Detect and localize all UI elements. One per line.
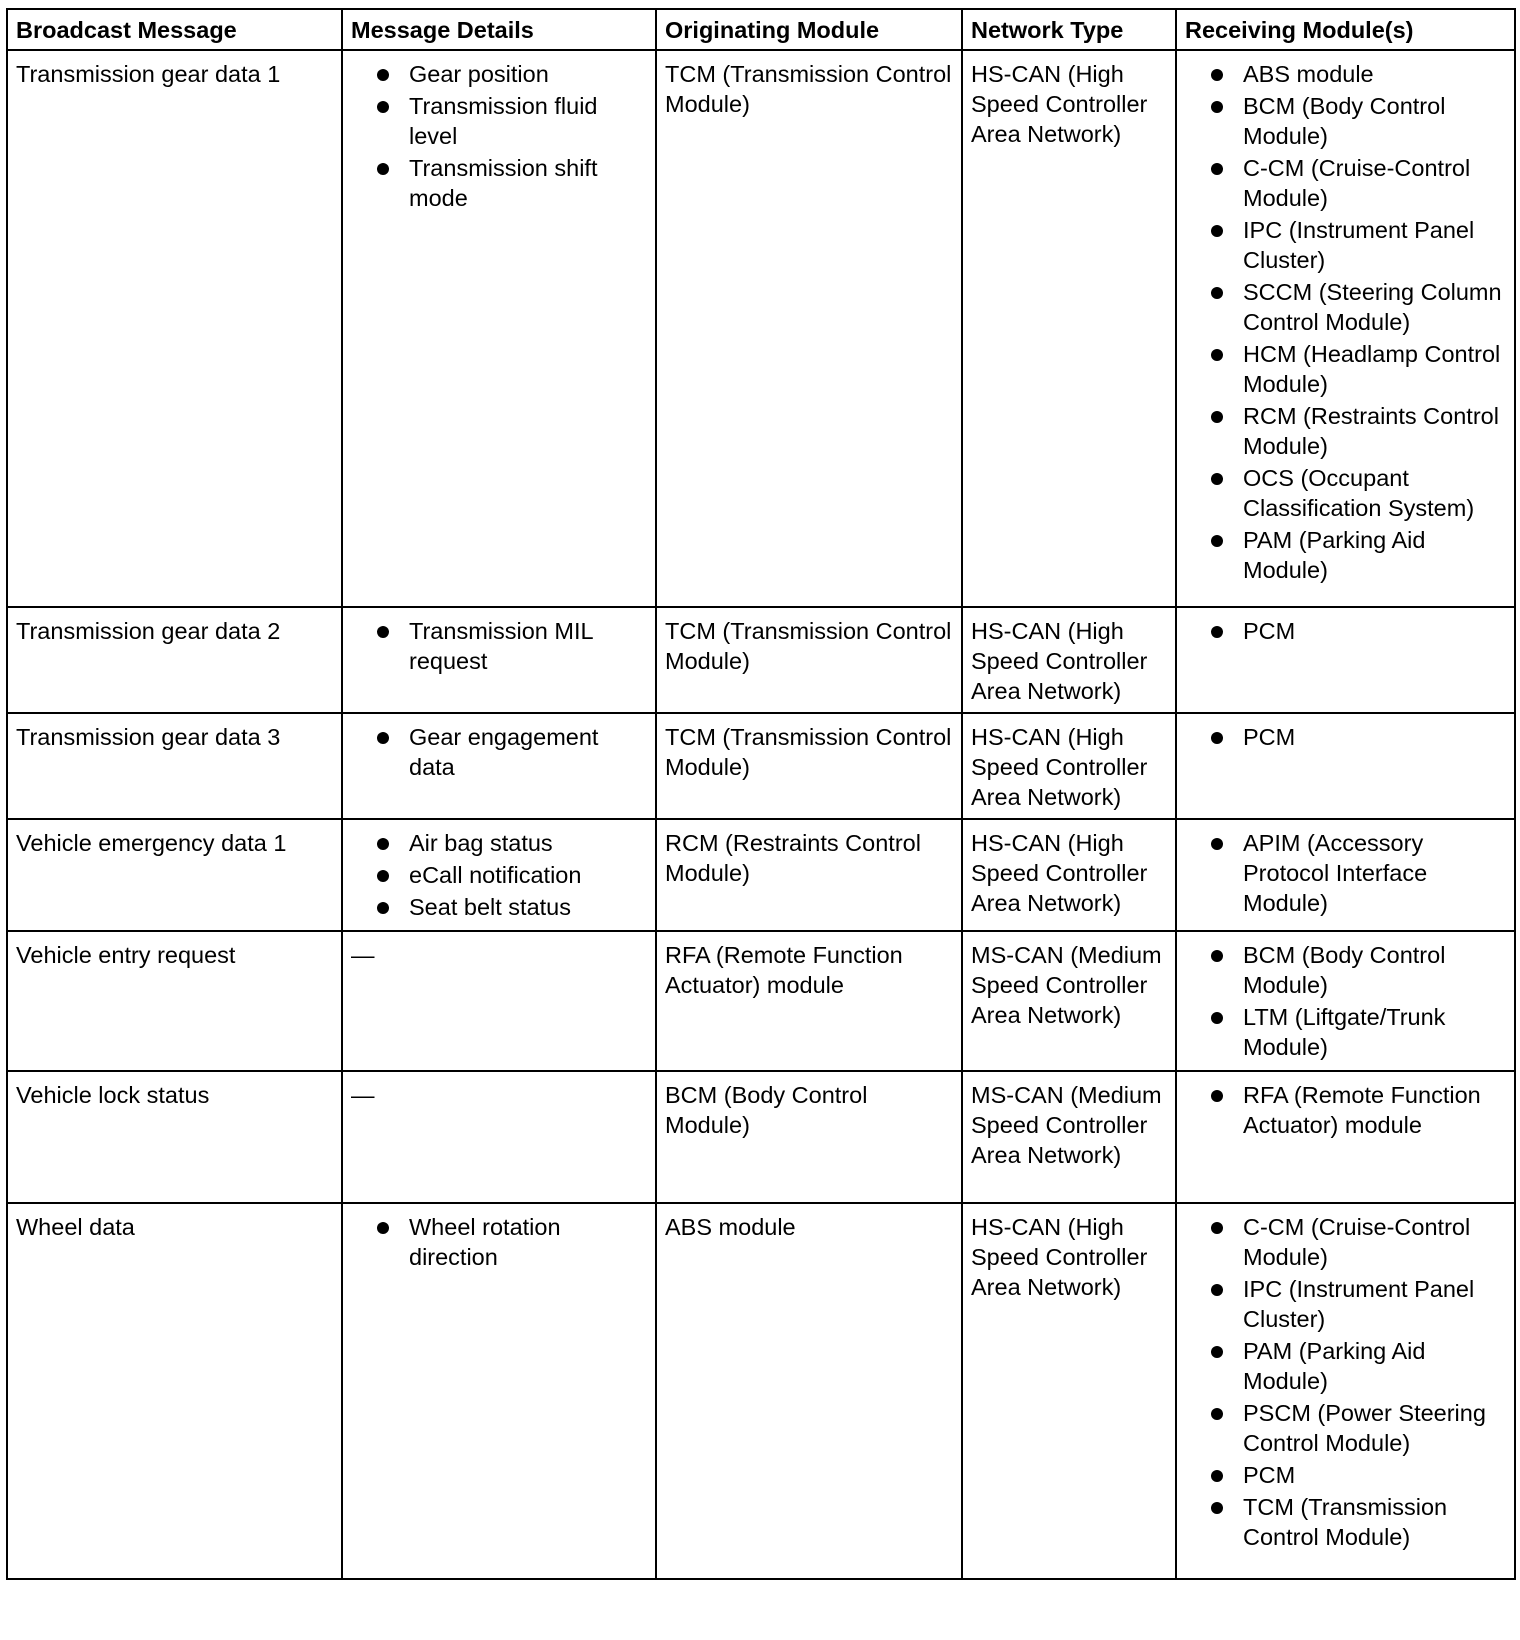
- receiver-item: LTM (Liftgate/Trunk Module): [1185, 1002, 1506, 1062]
- table-row: [7, 50, 1515, 607]
- empty-dash: —: [351, 1082, 375, 1108]
- empty-dash: —: [351, 942, 375, 968]
- detail-item: Transmission fluid level: [351, 91, 647, 151]
- message-details-cell: [342, 607, 656, 713]
- header-broadcast-message: Broadcast Message: [7, 9, 342, 50]
- receiving-modules-cell: [1176, 1203, 1515, 1579]
- broadcast-message-table: [6, 8, 1516, 1580]
- receiver-item: TCM (Transmission Control Module): [1185, 1492, 1506, 1552]
- broadcast-message-cell: Vehicle emergency data 1: [7, 819, 342, 931]
- receiver-item: C-CM (Cruise-Control Module): [1185, 153, 1506, 213]
- header-network-type: Network Type: [962, 9, 1176, 50]
- receiver-item: RCM (Restraints Control Module): [1185, 401, 1506, 461]
- receiver-item-list: [1185, 1080, 1506, 1140]
- receiver-item: BCM (Body Control Module): [1185, 91, 1506, 151]
- receiver-item-list: [1185, 616, 1506, 646]
- broadcast-message-cell: Transmission gear data 3: [7, 713, 342, 819]
- receiver-item: SCCM (Steering Column Control Module): [1185, 277, 1506, 337]
- originating-module-cell: BCM (Body Control Module): [656, 1071, 962, 1203]
- message-details-cell: [342, 931, 656, 1071]
- network-type-cell: MS-CAN (Medium Speed Controller Area Network): [962, 1071, 1176, 1203]
- header-receiving-modules: Receiving Module(s): [1176, 9, 1515, 50]
- receiving-modules-cell: [1176, 931, 1515, 1071]
- broadcast-message-cell: Vehicle lock status: [7, 1071, 342, 1203]
- header-originating-module: Originating Module: [656, 9, 962, 50]
- receiver-item: ABS module: [1185, 59, 1506, 89]
- network-type-cell: HS-CAN (High Speed Controller Area Network): [962, 1203, 1176, 1579]
- broadcast-message-cell: Transmission gear data 2: [7, 607, 342, 713]
- originating-module-cell: RFA (Remote Function Actuator) module: [656, 931, 962, 1071]
- receiver-item-list: [1185, 828, 1506, 918]
- header-row: [7, 9, 1515, 50]
- originating-module-cell: TCM (Transmission Control Module): [656, 50, 962, 607]
- table-row: [7, 819, 1515, 931]
- receiver-item: C-CM (Cruise-Control Module): [1185, 1212, 1506, 1272]
- originating-module-cell: TCM (Transmission Control Module): [656, 713, 962, 819]
- detail-item-list: [351, 828, 647, 922]
- table-body: [7, 50, 1515, 1579]
- broadcast-message-table-container: [6, 8, 1514, 1580]
- receiver-item-list: [1185, 59, 1506, 585]
- table-row: [7, 1071, 1515, 1203]
- table-row: [7, 607, 1515, 713]
- network-type-cell: MS-CAN (Medium Speed Controller Area Network): [962, 931, 1176, 1071]
- network-type-cell: HS-CAN (High Speed Controller Area Network): [962, 50, 1176, 607]
- detail-item: Transmission MIL request: [351, 616, 647, 676]
- message-details-cell: [342, 713, 656, 819]
- receiver-item: PCM: [1185, 616, 1506, 646]
- detail-item: Air bag status: [351, 828, 647, 858]
- detail-item: Gear position: [351, 59, 647, 89]
- message-details-cell: [342, 1203, 656, 1579]
- broadcast-message-cell: Transmission gear data 1: [7, 50, 342, 607]
- receiving-modules-cell: [1176, 713, 1515, 819]
- originating-module-cell: RCM (Restraints Control Module): [656, 819, 962, 931]
- receiving-modules-cell: [1176, 819, 1515, 931]
- message-details-cell: [342, 819, 656, 931]
- receiver-item: APIM (Accessory Protocol Interface Module): [1185, 828, 1506, 918]
- message-details-cell: [342, 50, 656, 607]
- broadcast-message-cell: Wheel data: [7, 1203, 342, 1579]
- receiver-item: PAM (Parking Aid Module): [1185, 1336, 1506, 1396]
- network-type-cell: HS-CAN (High Speed Controller Area Network): [962, 713, 1176, 819]
- header-message-details: Message Details: [342, 9, 656, 50]
- detail-item-list: [351, 616, 647, 676]
- receiver-item-list: [1185, 722, 1506, 752]
- message-details-cell: [342, 1071, 656, 1203]
- receiver-item: RFA (Remote Function Actuator) module: [1185, 1080, 1506, 1140]
- detail-item: Wheel rotation direction: [351, 1212, 647, 1272]
- receiver-item: PAM (Parking Aid Module): [1185, 525, 1506, 585]
- receiving-modules-cell: [1176, 607, 1515, 713]
- receiver-item: IPC (Instrument Panel Cluster): [1185, 1274, 1506, 1334]
- receiving-modules-cell: [1176, 1071, 1515, 1203]
- receiver-item: IPC (Instrument Panel Cluster): [1185, 215, 1506, 275]
- originating-module-cell: TCM (Transmission Control Module): [656, 607, 962, 713]
- detail-item: eCall notification: [351, 860, 647, 890]
- receiver-item: PCM: [1185, 1460, 1506, 1490]
- network-type-cell: HS-CAN (High Speed Controller Area Network): [962, 819, 1176, 931]
- table-row: [7, 713, 1515, 819]
- receiver-item: BCM (Body Control Module): [1185, 940, 1506, 1000]
- receiver-item: PCM: [1185, 722, 1506, 752]
- detail-item-list: [351, 59, 647, 213]
- table-row: [7, 931, 1515, 1071]
- detail-item: Seat belt status: [351, 892, 647, 922]
- receiving-modules-cell: [1176, 50, 1515, 607]
- table-row: [7, 1203, 1515, 1579]
- originating-module-cell: ABS module: [656, 1203, 962, 1579]
- network-type-cell: HS-CAN (High Speed Controller Area Network): [962, 607, 1176, 713]
- receiver-item: HCM (Headlamp Control Module): [1185, 339, 1506, 399]
- detail-item-list: [351, 1212, 647, 1272]
- detail-item: Gear engagement data: [351, 722, 647, 782]
- receiver-item-list: [1185, 1212, 1506, 1552]
- detail-item-list: [351, 722, 647, 782]
- broadcast-message-cell: Vehicle entry request: [7, 931, 342, 1071]
- receiver-item: OCS (Occupant Classification System): [1185, 463, 1506, 523]
- receiver-item-list: [1185, 940, 1506, 1062]
- receiver-item: PSCM (Power Steering Control Module): [1185, 1398, 1506, 1458]
- detail-item: Transmission shift mode: [351, 153, 647, 213]
